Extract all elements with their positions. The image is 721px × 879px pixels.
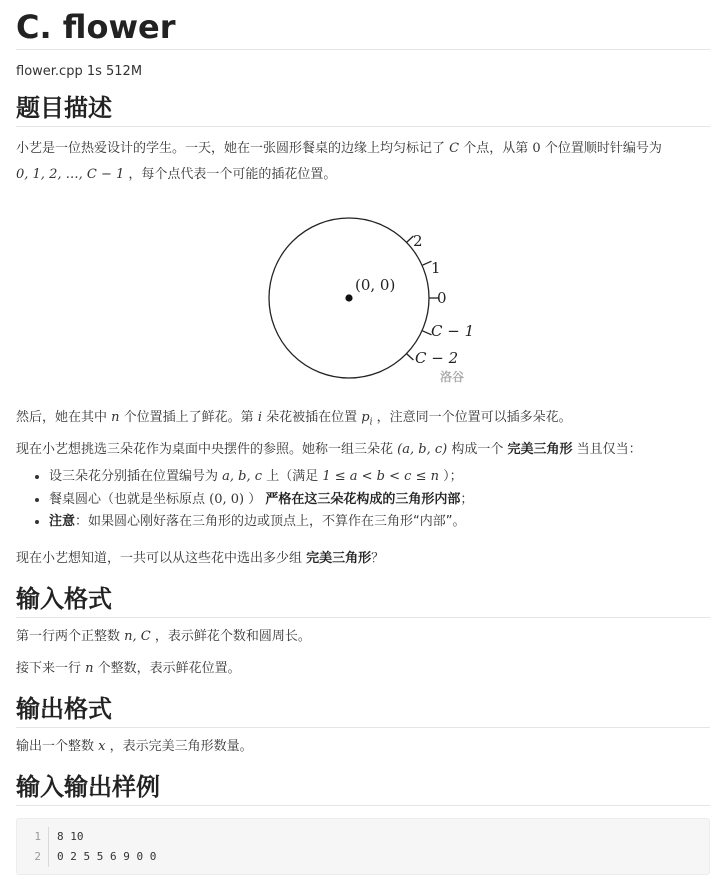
line-number: 1 bbox=[34, 830, 41, 843]
code-gutter-divider bbox=[48, 827, 49, 867]
input-format-line-2: 接下来一行 n 个整数，表示鲜花位置。 bbox=[16, 661, 241, 676]
tick-label-c-minus-1: C − 1 bbox=[431, 322, 475, 340]
tick-label-c-minus-2: C − 2 bbox=[415, 349, 459, 367]
description-paragraph-3: 现在小艺想挑选三朵花作为桌面中央摆件的参照。她称一组三朵花 (a, b, c) 构成一个 完美三角形 当且仅当： bbox=[16, 442, 642, 457]
condition-item-2: • 餐桌圆心（也就是坐标原点 (0, 0) ） 严格在这三朵花构成的三角形内部； bbox=[49, 489, 709, 512]
condition-item-1: • 设三朵花分别插在位置编号为 a, b, c 上（满足 1 ≤ a < b < c ≤ n ）； bbox=[49, 466, 709, 489]
tick-marks bbox=[406, 236, 439, 360]
sample-input-code-block[interactable] bbox=[16, 818, 710, 875]
description-paragraph-2: 然后，她在其中 n 个位置插上了鲜花。第 i 朵花被插在位置 $p_i$ ，注意同一个位置可以插多朵花。 bbox=[16, 410, 572, 428]
tick-label-0: 0 bbox=[437, 289, 447, 307]
code-line-text: 8 10 bbox=[57, 830, 84, 843]
origin-label: (0, 0) bbox=[355, 276, 396, 294]
section-heading-input-format: 输入格式 bbox=[16, 584, 710, 618]
section-heading-output-format: 输出格式 bbox=[16, 694, 710, 728]
output-format-line-1: 输出一个整数 x ，表示完美三角形数量。 bbox=[16, 739, 253, 754]
description-paragraph-4: 现在小艺想知道，一共可以从这些花中选出多少组 完美三角形？ bbox=[16, 551, 385, 566]
condition-item-3: • 注意：如果圆心刚好落在三角形的边或顶点上，不算作在三角形“内部”。 bbox=[49, 511, 709, 534]
circle-diagram bbox=[240, 200, 500, 390]
line-number: 2 bbox=[34, 850, 41, 863]
section-heading-examples: 输入输出样例 bbox=[16, 772, 710, 806]
luogu-watermark: 洛谷 bbox=[440, 370, 465, 384]
code-line-text: 0 2 5 5 6 9 0 0 bbox=[57, 850, 157, 863]
condition-list bbox=[16, 466, 709, 534]
section-heading-description: 题目描述 bbox=[16, 93, 710, 127]
problem-title: C. flower bbox=[16, 6, 710, 50]
tick-label-2: 2 bbox=[413, 232, 423, 250]
origin-dot bbox=[345, 294, 352, 301]
input-format-line-1: 第一行两个正整数 n, C ，表示鲜花个数和圆周长。 bbox=[16, 629, 311, 644]
problem-meta: flower.cpp 1s 512M bbox=[16, 64, 143, 79]
description-paragraph-1: 小艺是一位热爱设计的学生。一天，她在一张圆形餐桌的边缘上均匀标记了 C 个点，从第 0 个位置顺时针编号为 0, 1, 2, …, C − 1 ，每个点代表一个可能的插花位置。 bbox=[16, 141, 662, 182]
tick-label-1: 1 bbox=[431, 259, 441, 277]
